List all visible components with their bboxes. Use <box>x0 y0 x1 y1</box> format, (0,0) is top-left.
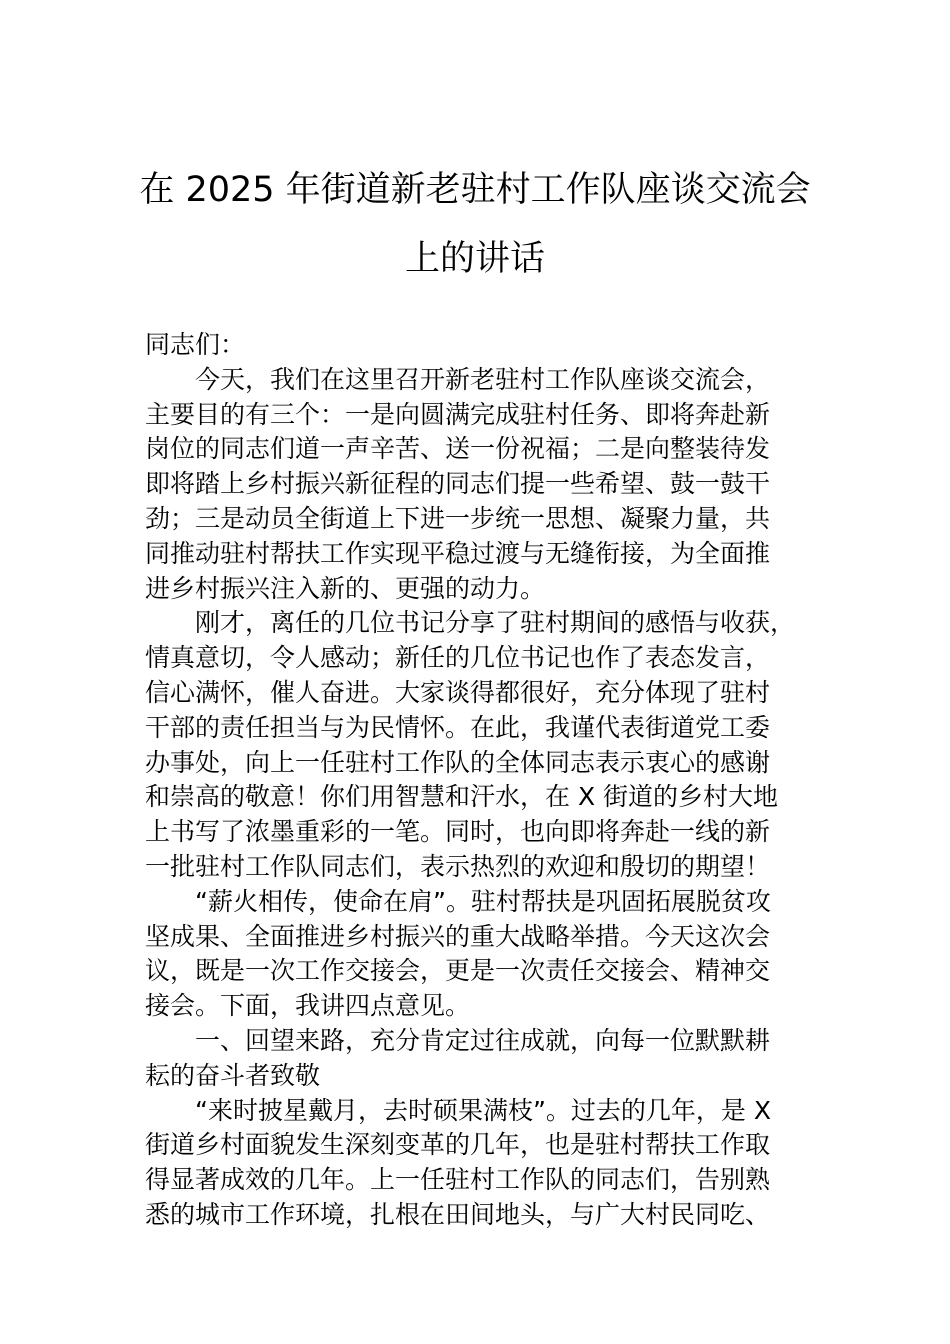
paragraph-1-line: 今天，我们在这里召开新老驻村工作队座谈交流会， <box>195 364 771 394</box>
paragraph-4-line: 得显著成效的几年。上一任驻村工作队的同志们，告别熟 <box>145 1165 771 1195</box>
paragraph-3-line: “薪火相传，使命在肩”。驻村帮扶是巩固拓展脱贫攻 <box>195 886 771 916</box>
paragraph-2-line: 一批驻村工作队同志们，表示热烈的欢迎和殷切的期望！ <box>145 851 771 881</box>
paragraph-2-line: 和崇高的敬意！你们用智慧和汗水，在 X 街道的乡村大地 <box>145 782 779 812</box>
paragraph-2-line: 情真意切，令人感动；新任的几位书记也作了表态发言， <box>145 643 771 673</box>
document-body <box>145 328 835 1233</box>
paragraph-1-line: 劲；三是动员全街道上下进一步统一思想、凝聚力量，共 <box>145 503 771 533</box>
paragraph-4-line: 悉的城市工作环境，扎根在田间地头，与广大村民同吃、 <box>145 1199 771 1229</box>
section-heading-1-line: 一、回望来路，充分肯定过往成就，向每一位默默耕 <box>195 1025 771 1055</box>
paragraph-2-line: 刚才，离任的几位书记分享了驻村期间的感悟与收获， <box>195 608 796 638</box>
paragraph-2-line: 办事处，向上一任驻村工作队的全体同志表示衷心的感谢 <box>145 747 771 777</box>
paragraph-1-line: 岗位的同志们道一声辛苦、送一份祝福；二是向整装待发 <box>145 434 771 464</box>
paragraph-1-line: 进乡村振兴注入新的、更强的动力。 <box>145 573 546 603</box>
paragraph-3-line: 议，既是一次工作交接会，更是一次责任交接会、精神交 <box>145 956 771 986</box>
section-heading-1-line: 耘的奋斗者致敬 <box>145 1060 321 1090</box>
paragraph-2-line: 上书写了浓墨重彩的一笔。同时，也向即将奔赴一线的新 <box>145 817 771 847</box>
document-title-line-1: 在 2025 年街道新老驻村工作队座谈交流会 <box>139 170 811 210</box>
salutation: 同志们： <box>145 330 246 359</box>
paragraph-2-line: 信心满怀，催人奋进。大家谈得都很好，充分体现了驻村 <box>145 677 771 707</box>
paragraph-1-line: 即将踏上乡村振兴新征程的同志们提一些希望、鼓一鼓干 <box>145 469 771 499</box>
paragraph-3-line: 接会。下面，我讲四点意见。 <box>145 991 471 1021</box>
paragraph-1-line: 同推动驻村帮扶工作实现平稳过渡与无缝衔接，为全面推 <box>145 538 771 568</box>
paragraph-4-line: “来时披星戴月，去时硕果满枝”。过去的几年，是 X <box>195 1095 771 1125</box>
paragraph-1-line: 主要目的有三个：一是向圆满完成驻村任务、即将奔赴新 <box>145 399 771 429</box>
paragraph-3-line: 坚成果、全面推进乡村振兴的重大战略举措。今天这次会 <box>145 921 771 951</box>
paragraph-4-line: 街道乡村面貌发生深刻变革的几年，也是驻村帮扶工作取 <box>145 1130 771 1160</box>
document-title-line-2: 上的讲话 <box>404 239 545 279</box>
paragraph-2-line: 干部的责任担当与为民情怀。在此，我谨代表街道党工委 <box>145 712 771 742</box>
